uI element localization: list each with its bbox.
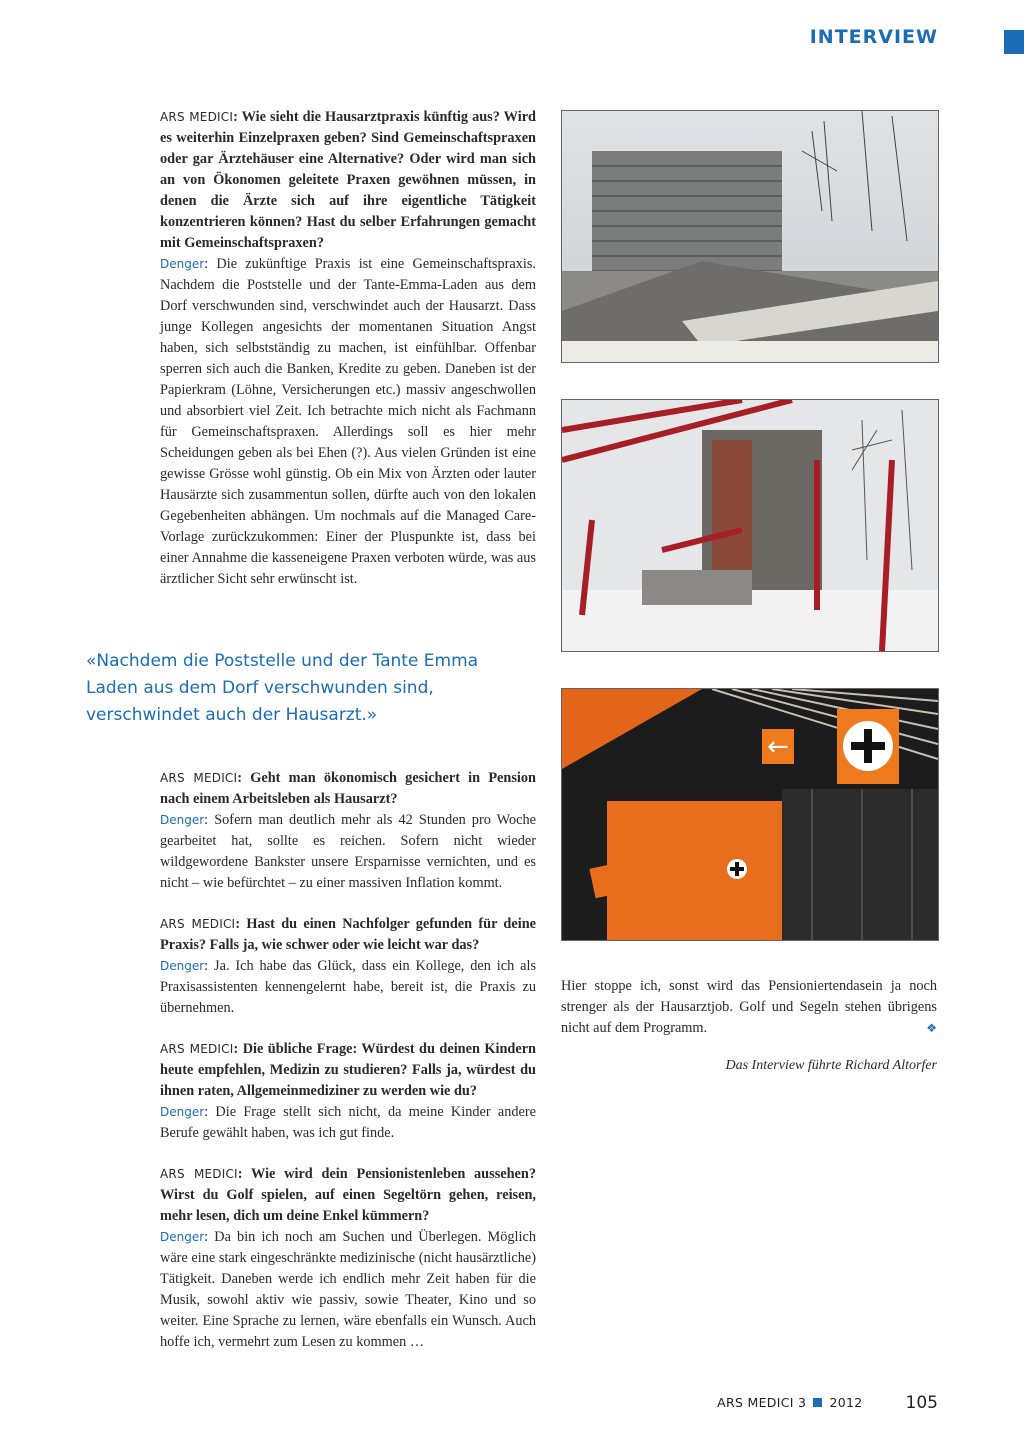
answer: Denger: Da bin ich noch am Suchen und Überlegen. Möglich wäre eine stark eingeschränkte medizinische (nicht hausärztliche) Tätigkeit. Daneben werde ich endlich mehr Zeit haben für die Musik, sowohl aktiv wie passiv, sowie Theater, Kino und so weiter. Eine Sprache zu lernen, wäre ebenfalls ein Wunsch. Auch hoffe ich, vermehrt zum Lesen zu kommen … — [160, 1229, 536, 1350]
magazine-issue: ARS MEDICI 3 — [717, 1395, 807, 1410]
question-speaker: ARS MEDICI — [160, 1042, 234, 1056]
answer-speaker: Denger — [160, 257, 205, 271]
pull-quote: «Nachdem die Poststelle und der Tante Emma Laden aus dem Dorf verschwunden sind, verschwindet auch der Hausarzt.» — [86, 651, 479, 725]
answer-speaker: Denger — [160, 813, 205, 827]
magazine-year: 2012 — [829, 1395, 863, 1410]
answer: Denger: Ja. Ich habe das Glück, dass ein Kollege, den ich als Praxisassistenten kennengelernt habe, bereit ist, die Praxis zu übernehmen. — [160, 958, 537, 1016]
interview-column-top — [160, 107, 536, 590]
page-footer — [717, 1392, 938, 1413]
question-speaker: ARS MEDICI — [160, 1167, 238, 1181]
question-text: Wie sieht die Hausarztpraxis künftig aus? Wird es weiterhin Einzelpraxen geben? Sind Gemeinschaftspraxen oder gar Ärztehäuser eine Alternative? Oder wird man sich an von Ökonomen geleitete Praxen gewöhnen müssen, in denen die Ärzte sich auf ihre eigentliche Tätigkeit konzentrieren können? Hast du selber Erfahrungen gemacht mit Gemeinschaftspraxen? — [160, 109, 536, 251]
question-speaker: ARS MEDICI — [160, 110, 234, 124]
qa-block — [160, 768, 536, 894]
question-text: Wie wird dein Pensionistenleben aussehen? Wirst du Golf spielen, auf einen Segeltörn gehen, reisen, mehr lesen, dich um deine Enkel kümmern? — [160, 1166, 536, 1224]
photo-clinic-entrance — [561, 688, 939, 941]
question: ARS MEDICI: Die übliche Frage: Würdest du deinen Kindern heute empfehlen, Medizin zu studieren? Falls ja, würdest du ihnen raten, Allgemeinmediziner zu werden wie du? — [160, 1041, 536, 1099]
answer-text: Da bin ich noch am Suchen und Überlegen. Möglich wäre eine stark eingeschränkte medizinische (nicht hausärztliche) Tätigkeit. Daneben werde ich endlich mehr Zeit haben für die Musik, sowohl aktiv wie passiv, sowie Theater, Kino und so weiter. Eine Sprache zu lernen, wäre ebenfalls ein Wunsch. Auch hoffe ich, vermehrt zum Lesen zu kommen … — [160, 1229, 536, 1350]
section-label: INTERVIEW — [809, 26, 938, 48]
answer-speaker: Denger — [160, 959, 205, 973]
question: ARS MEDICI: Hast du einen Nachfolger gefunden für deine Praxis? Falls ja, wie schwer oder wie leicht war das? — [160, 916, 536, 953]
qa-block — [160, 1039, 536, 1144]
photo-apartment-building — [561, 110, 939, 363]
building-image — [562, 111, 938, 362]
answer-text: Die Frage stellt sich nicht, da meine Kinder andere Berufe gewählt haben, was ich gut finde. — [160, 1104, 537, 1141]
question: ARS MEDICI: Wie sieht die Hausarztpraxis künftig aus? Wird es weiterhin Einzelpraxen geben? Sind Gemeinschaftspraxen oder gar Ärztehäuser eine Alternative? Oder wird man sich an von Ökonomen geleitete Praxen gewöhnen müssen, in denen die Ärzte sich auf ihre eigentliche Tätigkeit konzentrieren können? Hast du selber Erfahrungen gemacht mit Gemeinschaftspraxen? — [160, 109, 536, 251]
question-text: Die übliche Frage: Würdest du deinen Kindern heute empfehlen, Medizin zu studieren? Falls ja, würdest du ihnen raten, Allgemeinmediziner zu werden wie du? — [160, 1041, 536, 1099]
question-text: Hast du einen Nachfolger gefunden für deine Praxis? Falls ja, wie schwer oder wie leicht war das? — [160, 916, 536, 953]
photo-red-pergola — [561, 399, 939, 652]
question-text: Geht man ökonomisch gesichert in Pension nach einem Arbeitsleben als Hausarzt? — [160, 770, 536, 807]
footer-square-icon — [813, 1398, 822, 1407]
svg-text:←: ← — [767, 732, 789, 762]
question: ARS MEDICI: Geht man ökonomisch gesichert in Pension nach einem Arbeitsleben als Hausarzt? — [160, 770, 536, 807]
question-speaker: ARS MEDICI — [160, 917, 236, 931]
answer: Denger: Die Frage stellt sich nicht, da meine Kinder andere Berufe gewählt haben, was ich gut finde. — [160, 1104, 537, 1141]
qa-block — [160, 1164, 536, 1353]
end-mark-icon: ❖ — [926, 1021, 937, 1035]
qa-block — [160, 914, 536, 1019]
closing-paragraph — [561, 976, 937, 1039]
answer-speaker: Denger — [160, 1105, 205, 1119]
answer-speaker: Denger — [160, 1230, 205, 1244]
closing-text: Hier stoppe ich, sonst wird das Pensioniertendasein ja noch strenger als der Hausarztjob. Golf und Segeln stehen übrigens nicht auf dem Programm. — [561, 978, 937, 1036]
question: ARS MEDICI: Wie wird dein Pensionistenleben aussehen? Wirst du Golf spielen, auf einen Segeltörn gehen, reisen, mehr lesen, dich um deine Enkel kümmern? — [160, 1166, 536, 1224]
question-speaker: ARS MEDICI — [160, 771, 238, 785]
clinic-image — [562, 689, 938, 940]
answer: Denger: Die zukünftige Praxis ist eine Gemeinschaftspraxis. Nachdem die Poststelle und der Tante-Emma-Laden aus dem Dorf verschwunden sind, verschwindet auch der Hausarzt. Dass junge Kollegen angesichts der momentanen Situation Angst haben, sich selbstständig zu machen, ist einfühlbar. Offenbar sperren sich auch die Banken, Kredite zu geben. Daneben ist der Papierkram (Löhne, Versicherungen etc.) massiv angeschwollen und absorbiert viel Zeit. Ich betrachte mich nicht als Fachmann für Gemeinschaftspraxen. Allerdings soll es hier mehr Scheidungen geben als bei Ehen (?). Aus vielen Gründen ist eine gewisse Grösse wohl günstig. Ob ein Mix von Ärzten oder lauter Hausärzte sich zusammentun sollen, dürfte auch von den lokalen Gegebenheiten abhängen. Um nochmals auf die Managed Care-Vorlage zurückzukommen: Einer der Pluspunkte ist, dass bei einer Annahme die kasseneigene Praxen verboten würde, was aus ärztlicher Sicht sehr erwünscht ist. — [160, 256, 537, 587]
answer-text: Die zukünftige Praxis ist eine Gemeinschaftspraxis. Nachdem die Poststelle und der Tante-Emma-Laden aus dem Dorf verschwunden sind, verschwindet auch der Hausarzt. Dass junge Kollegen angesichts der momentanen Situation Angst haben, sich selbstständig zu machen, ist einfühlbar. Offenbar sperren sich auch die Banken, Kredite zu geben. Daneben ist der Papierkram (Löhne, Versicherungen etc.) massiv angeschwollen und absorbiert viel Zeit. Ich betrachte mich nicht als Fachmann für Gemeinschaftspraxen. Allerdings soll es hier mehr Scheidungen geben als bei Ehen (?). Aus vielen Gründen ist eine gewisse Grösse wohl günstig. Ob ein Mix von Ärzten oder lauter Hausärzte sich zusammentun sollen, dürfte auch von den lokalen Gegebenheiten abhängen. Um nochmals auf die Managed Care-Vorlage zurückzukommen: Einer der Pluspunkte ist, dass bei einer Annahme die kasseneigene Praxen verboten würde, was aus ärztlicher Sicht sehr erwünscht ist. — [160, 256, 537, 587]
interview-column-bottom — [160, 768, 536, 1353]
qa-block — [160, 107, 536, 590]
pergola-image — [562, 400, 938, 651]
interview-credit: Das Interview führte Richard Altorfer — [725, 1058, 937, 1073]
page-number: 105 — [905, 1392, 938, 1413]
answer: Denger: Sofern man deutlich mehr als 42 Stunden pro Woche gearbeitet hat, sollte es reichen. Sofern nicht wieder wildgewordene Bankster unsere Ersparnisse vernichten, und es nicht – wie befürchtet – zu einer massiven Inflation kommt. — [160, 812, 536, 891]
answer-text: Sofern man deutlich mehr als 42 Stunden pro Woche gearbeitet hat, sollte es reichen. Sofern nicht wieder wildgewordene Bankster unsere Ersparnisse vernichten, und es nicht – wie befürchtet – zu einer massiven Inflation kommt. — [160, 812, 536, 891]
answer-text: Ja. Ich habe das Glück, dass ein Kollege, den ich als Praxisassistenten kennengelernt habe, bereit ist, die Praxis zu übernehmen. — [160, 958, 537, 1016]
section-marker — [1004, 30, 1024, 54]
